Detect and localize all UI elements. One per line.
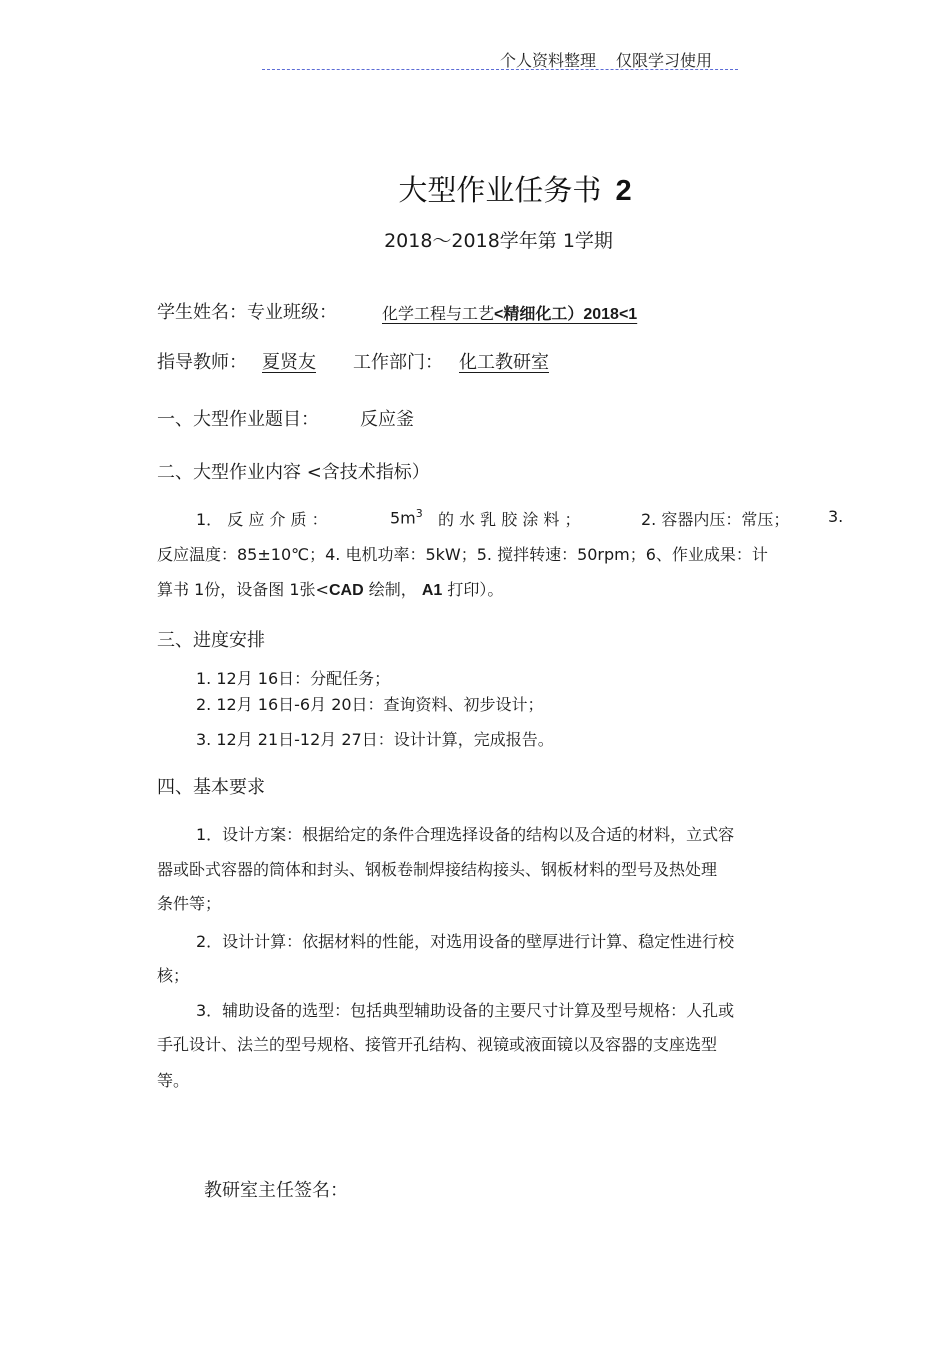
content-line-1c: 的 水 乳 胶 涂 料 ； <box>438 510 581 529</box>
section-3-heading: 三、进度安排 <box>157 630 265 651</box>
header-divider <box>262 69 738 70</box>
requirement-1-line-3: 条件等； <box>157 894 222 913</box>
requirement-2-line-2: 核； <box>157 966 190 985</box>
header-left-text: 个人资料整理 <box>500 51 597 70</box>
title-text: 大型作业任务书 <box>398 173 602 207</box>
signature-label: 教研室主任签名： <box>204 1180 348 1201</box>
content-line-1b <box>390 507 423 527</box>
section-2-heading: 二、大型作业内容 <含技术指标） <box>157 462 430 483</box>
content-line-3-part-e: 打印）。 <box>447 580 504 599</box>
title-number: 2 <box>615 175 632 207</box>
requirement-3-line-3: 等。 <box>157 1071 190 1090</box>
teacher-value: 夏贤友 <box>262 352 316 373</box>
volume-exponent: 3 <box>415 507 423 520</box>
requirement-3-line-1: 3．辅助设备的选型：包括典型辅助设备的主要尺寸计算及型号规格：人孔或 <box>196 1001 735 1020</box>
requirement-2-line-1: 2．设计计算：依据材料的性能，对选用设备的壁厚进行计算、稳定性进行校 <box>196 932 735 951</box>
section-4-heading: 四、基本要求 <box>157 777 265 798</box>
dept-value: 化工教研室 <box>459 352 549 373</box>
teacher-label: 指导教师： <box>157 352 247 373</box>
schedule-item-3: 3. 12月 21日-12月 27日：设计计算，完成报告。 <box>196 730 554 749</box>
requirement-1-line-2: 器或卧式容器的筒体和封头、钢板卷制焊接结构接头、钢板材料的型号及热处理 <box>157 860 718 879</box>
document-title <box>0 168 950 209</box>
requirement-3-line-2: 手孔设计、法兰的型号规格、接管开孔结构、视镜或液面镜以及容器的支座选型 <box>157 1035 718 1054</box>
header-right-text: 仅限学习使用 <box>616 51 713 70</box>
requirement-1-line-1: 1．设计方案：根据给定的条件合理选择设备的结构以及合适的材料，立式容 <box>196 825 735 844</box>
schedule-item-2: 2. 12月 16日-6月 20日：查询资料、初步设计； <box>196 695 544 714</box>
section-1-value: 反应釜 <box>360 409 414 430</box>
class-value-major: 化学工程与工艺 <box>382 304 495 323</box>
content-line-3 <box>157 577 503 600</box>
volume-value: 5m <box>390 508 416 528</box>
dept-label: 工作部门： <box>353 352 443 373</box>
class-value <box>382 301 637 324</box>
semester-subtitle: 2018～2018学年第 1学期 <box>384 230 613 252</box>
student-label: 学生姓名：专业班级： <box>157 302 337 323</box>
content-line-1d: 2. 容器内压：常压； <box>641 510 790 529</box>
content-a1: A1 <box>421 582 443 599</box>
content-line-1a: 1． 反 应 介 质 ： <box>196 510 328 529</box>
schedule-item-1: 1. 12月 16日：分配任务； <box>196 669 391 688</box>
content-line-1e: 3. <box>828 507 844 526</box>
section-1-heading: 一、大型作业题目： <box>157 409 319 430</box>
page-header <box>500 48 712 71</box>
class-value-detail: <精细化工）2018<1 <box>494 306 638 323</box>
content-line-2: 反应温度：85±10℃；4. 电机功率：5kW；5. 搅拌转速：50rpm；6、作业成果：计 <box>157 545 768 564</box>
content-line-3-part-a: 算书 1份，设备图 1张< <box>157 580 329 599</box>
content-line-3-part-c: 绘制， <box>368 580 417 599</box>
content-cad: CAD <box>328 582 364 599</box>
